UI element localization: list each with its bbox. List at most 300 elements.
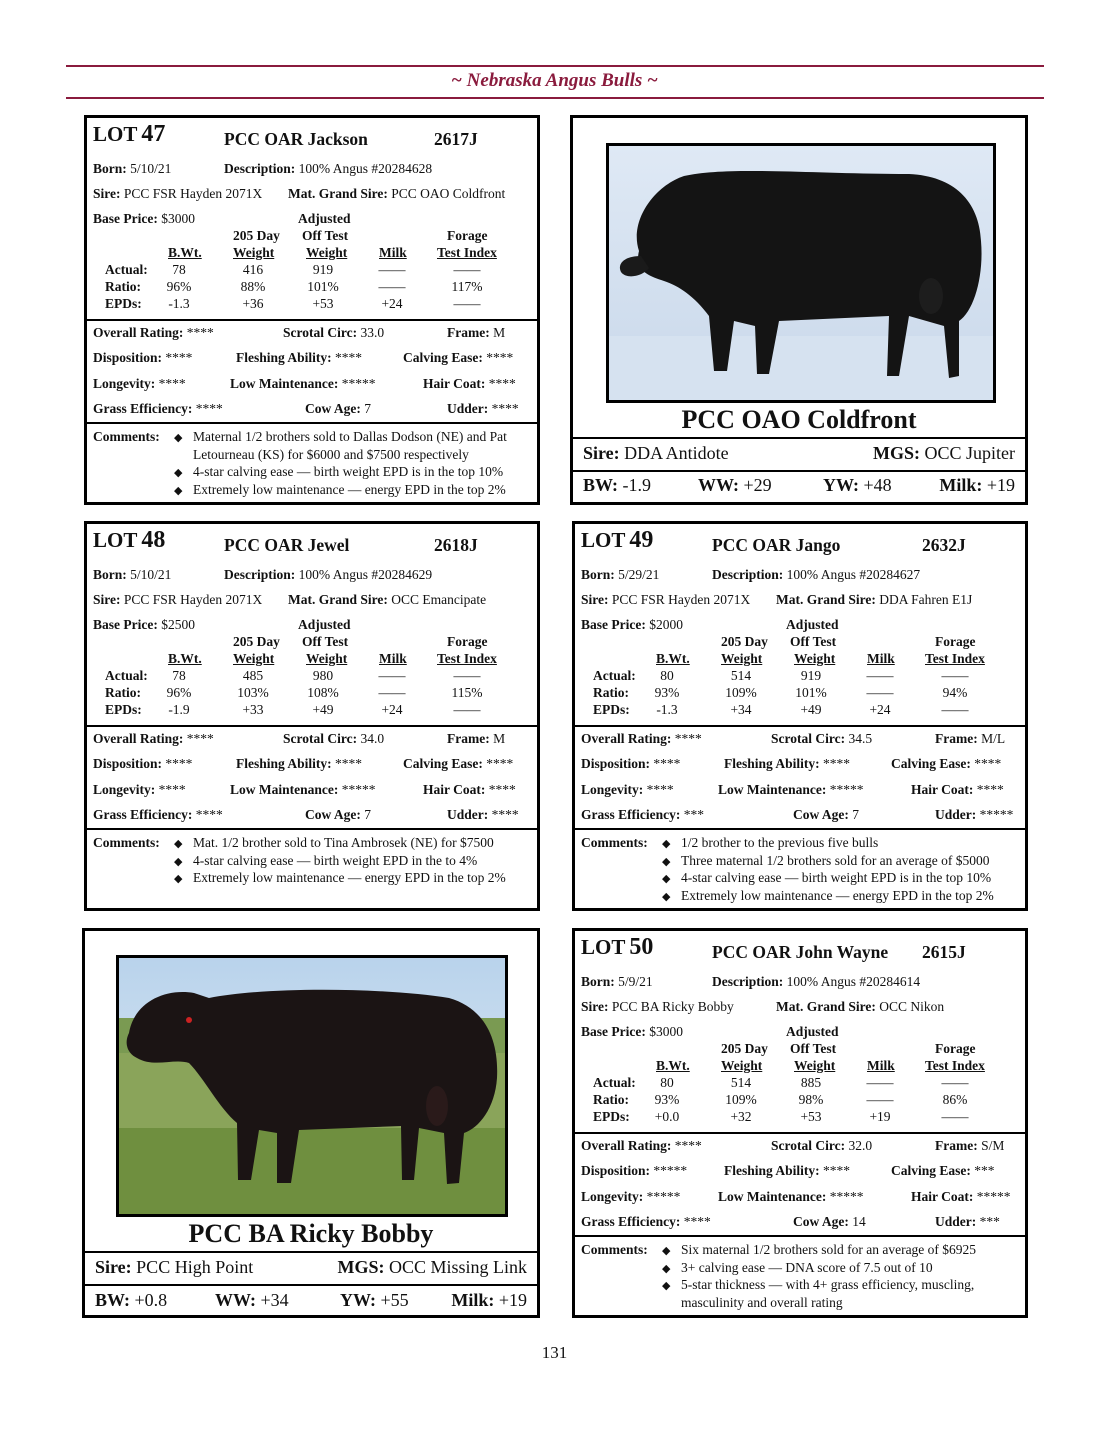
mat-grand-sire xyxy=(776,592,972,608)
low-maintenance-label: Low Maintenance: xyxy=(230,782,339,797)
fleshing-ability-value: **** xyxy=(823,756,851,771)
bull-name: PCC OAR Jewel xyxy=(224,535,350,555)
cell-epds: —— xyxy=(941,1109,969,1124)
lot-card-50 xyxy=(572,928,1028,1318)
cell-epds: —— xyxy=(941,702,969,717)
disposition xyxy=(93,350,192,366)
hdr-milk: Milk xyxy=(867,651,895,666)
comment-line: Extremely low maintenance — energy EPD in the top 2% xyxy=(193,481,506,497)
mat-grand-sire xyxy=(288,186,505,202)
lot-number-value: 50 xyxy=(629,934,654,960)
bullet-diamond-icon: ◆ xyxy=(662,1280,671,1292)
scrotal-circ-label: Scrotal Circ: xyxy=(771,731,846,746)
photo-sire: Sire: PCC High Point xyxy=(95,1257,254,1277)
overall-rating-label: Overall Rating: xyxy=(581,1138,672,1153)
bull-tag: 2617J xyxy=(434,129,478,149)
photo-bull-name: PCC BA Ricky Bobby xyxy=(188,1219,434,1248)
base-price-value: $3000 xyxy=(161,211,195,226)
scrotal-circ-label: Scrotal Circ: xyxy=(283,731,358,746)
udder-value: **** xyxy=(491,807,519,822)
header-top-rule xyxy=(66,65,1044,67)
cell-ratio: —— xyxy=(866,685,894,700)
cell-ratio: —— xyxy=(866,1092,894,1107)
bullet-diamond-icon: ◆ xyxy=(662,873,671,885)
fleshing-ability-label: Fleshing Ability: xyxy=(236,756,332,771)
cell-epds: +53 xyxy=(312,296,334,311)
hdr-test-index: Test Index xyxy=(437,245,497,260)
bull-photo-coldfront xyxy=(606,143,996,403)
comments-label: Comments: xyxy=(581,1242,648,1257)
cell-actual: —— xyxy=(453,668,481,683)
photo-milk: Milk: +19 xyxy=(451,1290,527,1310)
disposition-label: Disposition: xyxy=(581,756,651,771)
overall-rating-label: Overall Rating: xyxy=(93,731,184,746)
udder xyxy=(447,807,519,823)
row-label-actual: Actual: xyxy=(593,1075,636,1090)
cow-age-value: 14 xyxy=(852,1214,866,1229)
hdr-forage: Forage xyxy=(447,634,488,649)
sire-value: PCC FSR Hayden 2071X xyxy=(611,592,751,607)
description-value: 100% Angus #20284627 xyxy=(786,567,921,582)
header-bottom-rule xyxy=(66,97,1044,99)
longevity xyxy=(93,376,186,392)
fleshing-ability-value: **** xyxy=(823,1163,851,1178)
cow-age xyxy=(793,807,859,823)
cell-ratio: 101% xyxy=(307,279,339,294)
sire xyxy=(93,186,262,202)
comments-label: Comments: xyxy=(93,835,160,850)
low-maintenance-value: ***** xyxy=(829,1189,864,1204)
bull-name: PCC OAR Jango xyxy=(712,535,841,555)
hdr-205day: 205 Day xyxy=(233,228,280,243)
calving-ease-label: Calving Ease: xyxy=(891,1163,971,1178)
cell-epds: +24 xyxy=(869,702,891,717)
scrotal-circ-label: Scrotal Circ: xyxy=(771,1138,846,1153)
cell-ratio: —— xyxy=(378,685,406,700)
description xyxy=(224,567,432,583)
sire xyxy=(581,592,750,608)
divider xyxy=(87,319,537,321)
hdr-milk: Milk xyxy=(379,245,407,260)
frame xyxy=(447,731,505,747)
cell-actual: —— xyxy=(866,668,894,683)
comment-line: Six maternal 1/2 brothers sold for an average of $6925 xyxy=(681,1242,977,1257)
base-price-label: Base Price: xyxy=(93,211,158,226)
hdr-weight2: Weight xyxy=(794,651,836,666)
hdr-weight2: Weight xyxy=(306,651,348,666)
hair-coat-value: **** xyxy=(976,782,1004,797)
cell-actual: —— xyxy=(941,1075,969,1090)
disposition xyxy=(581,1163,687,1179)
comment-line: 4-star calving ease — birth weight EPD is in the top 10% xyxy=(193,464,504,479)
low-maintenance-label: Low Maintenance: xyxy=(718,1189,827,1204)
bullet-diamond-icon: ◆ xyxy=(662,838,671,850)
divider xyxy=(575,828,1025,830)
hdr-weight: Weight xyxy=(233,651,275,666)
disposition-value: **** xyxy=(165,756,193,771)
calving-ease-label: Calving Ease: xyxy=(403,756,483,771)
grass-efficiency-label: Grass Efficiency: xyxy=(93,401,193,416)
udder-label: Udder: xyxy=(935,807,977,822)
comment-line: Maternal 1/2 brothers sold to Dallas Dodson (NE) and Pat xyxy=(193,429,507,444)
cow-age xyxy=(305,807,371,823)
calving-ease xyxy=(403,756,513,772)
photo-yw: YW: +55 xyxy=(340,1290,409,1310)
divider xyxy=(575,1235,1025,1237)
overall-rating-value: **** xyxy=(186,325,214,340)
cell-actual: 80 xyxy=(660,668,674,683)
comment-line: Three maternal 1/2 brothers sold for an average of $5000 xyxy=(681,852,990,868)
comment-line: Mat. 1/2 brother sold to Tina Ambrosek (NE) for $7500 xyxy=(193,835,494,850)
hair-coat-label: Hair Coat: xyxy=(423,376,486,391)
udder-label: Udder: xyxy=(935,1214,977,1229)
born xyxy=(581,567,659,583)
low-maintenance xyxy=(230,376,376,392)
hdr-adjusted: Adjusted xyxy=(298,617,351,632)
comment-line: Letourneau (KS) for $6000 and $7500 respectively xyxy=(193,446,469,462)
born-value: 5/10/21 xyxy=(130,161,172,176)
divider xyxy=(87,422,537,424)
sire-value: PCC BA Ricky Bobby xyxy=(611,999,734,1014)
bullet-diamond-icon: ◆ xyxy=(662,855,671,868)
grass-efficiency xyxy=(93,401,223,417)
base-price-value: $2000 xyxy=(649,617,683,632)
description-label: Description: xyxy=(224,161,296,176)
sire-label: Sire: xyxy=(93,186,121,201)
comment-line: masculinity and overall rating xyxy=(681,1294,843,1310)
cell-epds: +34 xyxy=(730,702,752,717)
cell-actual: 78 xyxy=(172,262,186,277)
bullet-diamond-icon: ◆ xyxy=(174,873,183,885)
grass-efficiency xyxy=(581,1214,711,1230)
cell-ratio: 108% xyxy=(307,685,339,700)
cow-age xyxy=(793,1214,866,1230)
udder-value: *** xyxy=(979,1214,1000,1229)
cell-ratio: —— xyxy=(378,279,406,294)
hdr-weight: Weight xyxy=(233,245,275,260)
low-maintenance xyxy=(230,782,376,798)
page-header-title: ~ Nebraska Angus Bulls ~ xyxy=(451,70,658,91)
overall-rating-label: Overall Rating: xyxy=(581,731,672,746)
cell-ratio: 96% xyxy=(166,685,192,700)
comment-line: Extremely low maintenance — energy EPD in the top 2% xyxy=(681,887,994,903)
cow-age-value: 7 xyxy=(364,401,371,416)
cell-ratio: 86% xyxy=(942,1092,968,1107)
hair-coat xyxy=(423,376,516,392)
comments-label: Comments: xyxy=(581,835,648,850)
cell-actual: 980 xyxy=(312,668,334,683)
hdr-offtest: Off Test xyxy=(302,634,349,649)
disposition-value: **** xyxy=(653,756,681,771)
divider xyxy=(573,437,1025,439)
hdr-test-index: Test Index xyxy=(925,651,985,666)
hdr-bwt: B.Wt. xyxy=(168,245,202,260)
hair-coat xyxy=(423,782,516,798)
overall-rating xyxy=(581,731,702,747)
cell-epds: +24 xyxy=(381,702,403,717)
bullet-diamond-icon: ◆ xyxy=(174,855,183,868)
low-maintenance-label: Low Maintenance: xyxy=(718,782,827,797)
description-label: Description: xyxy=(712,567,784,582)
fleshing-ability xyxy=(724,1163,850,1179)
row-label-ratio: Ratio: xyxy=(593,685,629,700)
bullet-diamond-icon: ◆ xyxy=(174,484,183,497)
born-label: Born: xyxy=(93,567,127,582)
cow-age-label: Cow Age: xyxy=(305,401,361,416)
lot-number xyxy=(581,934,653,961)
cell-epds: +19 xyxy=(869,1109,891,1124)
udder-label: Udder: xyxy=(447,807,489,822)
udder-value: **** xyxy=(491,401,519,416)
scrotal-circ xyxy=(283,325,384,341)
bullet-diamond-icon: ◆ xyxy=(174,432,183,444)
hair-coat-value: ***** xyxy=(976,1189,1011,1204)
overall-rating-value: **** xyxy=(186,731,214,746)
description-label: Description: xyxy=(224,567,296,582)
scrotal-circ-value: 32.0 xyxy=(848,1138,873,1153)
disposition xyxy=(581,756,680,772)
grass-efficiency-value: **** xyxy=(683,1214,711,1229)
udder xyxy=(447,401,519,417)
comment-line: 3+ calving ease — DNA score of 7.5 out of 10 xyxy=(681,1259,933,1275)
hdr-205day: 205 Day xyxy=(233,634,280,649)
scrotal-circ-label: Scrotal Circ: xyxy=(283,325,358,340)
mat-grand-sire-value: OCC Nikon xyxy=(879,999,945,1014)
cell-actual: —— xyxy=(378,668,406,683)
low-maintenance xyxy=(718,1189,864,1205)
hdr-bwt: B.Wt. xyxy=(656,651,690,666)
cell-actual: 919 xyxy=(800,668,822,683)
longevity-label: Longevity: xyxy=(581,1189,644,1204)
frame-label: Frame: xyxy=(935,1138,978,1153)
description-value: 100% Angus #20284629 xyxy=(298,567,433,582)
cell-actual: 80 xyxy=(660,1075,674,1090)
hdr-weight: Weight xyxy=(721,651,763,666)
bullet-diamond-icon: ◆ xyxy=(174,838,183,850)
comment-line: 4-star calving ease — birth weight EPD in the to 4% xyxy=(193,852,478,868)
born xyxy=(93,567,171,583)
grass-efficiency-label: Grass Efficiency: xyxy=(581,1214,681,1229)
cow-age-label: Cow Age: xyxy=(793,807,849,822)
cell-actual: 514 xyxy=(730,668,752,683)
base-price xyxy=(581,617,683,633)
born-value: 5/29/21 xyxy=(618,567,660,582)
hdr-adjusted: Adjusted xyxy=(786,1024,839,1039)
cell-actual: 514 xyxy=(730,1075,752,1090)
row-label-actual: Actual: xyxy=(105,262,148,277)
lot-word: LOT xyxy=(581,528,626,552)
frame-value: M/L xyxy=(981,731,1006,746)
base-price xyxy=(581,1024,683,1040)
cell-epds: +49 xyxy=(800,702,822,717)
cell-epds: -1.9 xyxy=(168,702,190,717)
lot-number-value: 49 xyxy=(629,527,654,553)
divider xyxy=(575,1132,1025,1134)
cell-ratio: 98% xyxy=(798,1092,824,1107)
mat-grand-sire-label: Mat. Grand Sire: xyxy=(776,999,876,1014)
cow-age xyxy=(305,401,371,417)
photo-ww: WW: +29 xyxy=(698,475,772,495)
bullet-diamond-icon: ◆ xyxy=(662,890,671,903)
sire-label: Sire: xyxy=(581,592,609,607)
sire-value: PCC FSR Hayden 2071X xyxy=(123,186,263,201)
hdr-forage: Forage xyxy=(447,228,488,243)
hdr-milk: Milk xyxy=(867,1058,895,1073)
grass-efficiency-label: Grass Efficiency: xyxy=(93,807,193,822)
frame xyxy=(935,1138,1004,1154)
lot-word: LOT xyxy=(581,935,626,959)
photo-bw: BW: -1.9 xyxy=(583,475,652,495)
longevity-value: **** xyxy=(158,782,186,797)
overall-rating xyxy=(93,325,214,341)
fleshing-ability-label: Fleshing Ability: xyxy=(724,756,820,771)
disposition-label: Disposition: xyxy=(93,756,163,771)
hdr-offtest: Off Test xyxy=(790,1041,837,1056)
born xyxy=(93,161,171,177)
cell-epds: -1.3 xyxy=(656,702,678,717)
cell-ratio: 101% xyxy=(795,685,827,700)
hdr-weight2: Weight xyxy=(794,1058,836,1073)
scrotal-circ xyxy=(771,1138,872,1154)
cell-actual: —— xyxy=(378,262,406,277)
born-label: Born: xyxy=(581,974,615,989)
description-value: 100% Angus #20284628 xyxy=(298,161,433,176)
bull-tag: 2615J xyxy=(922,942,966,962)
cow-age-value: 7 xyxy=(852,807,859,822)
hdr-weight2: Weight xyxy=(306,245,348,260)
hair-coat xyxy=(911,1189,1011,1205)
row-label-ratio: Ratio: xyxy=(105,685,141,700)
longevity xyxy=(93,782,186,798)
grass-efficiency-value: **** xyxy=(195,807,223,822)
longevity-value: **** xyxy=(646,782,674,797)
row-label-epds: EPDs: xyxy=(105,702,142,717)
lot-card-47 xyxy=(84,115,540,505)
overall-rating-value: **** xyxy=(674,1138,702,1153)
comment-line: 5-star thickness — with 4+ grass efficiency, muscling, xyxy=(681,1277,975,1292)
cell-ratio: 96% xyxy=(166,279,192,294)
row-label-epds: EPDs: xyxy=(593,1109,630,1124)
cell-actual: 78 xyxy=(172,668,186,683)
udder-label: Udder: xyxy=(447,401,489,416)
cell-actual: —— xyxy=(866,1075,894,1090)
comments-label: Comments: xyxy=(93,429,160,444)
cell-epds: +33 xyxy=(242,702,264,717)
grass-efficiency xyxy=(93,807,223,823)
photo-ww: WW: +34 xyxy=(215,1290,289,1310)
row-label-epds: EPDs: xyxy=(593,702,630,717)
cell-actual: 919 xyxy=(312,262,334,277)
born-label: Born: xyxy=(581,567,615,582)
scrotal-circ-value: 34.5 xyxy=(848,731,873,746)
low-maintenance-label: Low Maintenance: xyxy=(230,376,339,391)
calving-ease-label: Calving Ease: xyxy=(403,350,483,365)
grass-efficiency-value: *** xyxy=(683,807,704,822)
base-price-label: Base Price: xyxy=(581,1024,646,1039)
fleshing-ability xyxy=(724,756,850,772)
fleshing-ability xyxy=(236,350,362,366)
hdr-205day: 205 Day xyxy=(721,1041,768,1056)
mat-grand-sire-value: DDA Fahren E1J xyxy=(879,592,973,607)
calving-ease-value: *** xyxy=(974,1163,995,1178)
photo-bw: BW: +0.8 xyxy=(95,1290,168,1310)
longevity xyxy=(581,1189,680,1205)
scrotal-circ-value: 34.0 xyxy=(360,731,385,746)
cell-ratio: 93% xyxy=(654,1092,680,1107)
photo-mgs: MGS: OCC Jupiter xyxy=(872,443,1015,463)
scrotal-circ xyxy=(283,731,384,747)
longevity-label: Longevity: xyxy=(93,376,156,391)
cell-epds: +49 xyxy=(312,702,334,717)
grass-efficiency-value: **** xyxy=(195,401,223,416)
comment-line: 4-star calving ease — birth weight EPD is in the top 10% xyxy=(681,870,992,885)
born xyxy=(581,974,653,990)
divider xyxy=(85,1251,537,1253)
frame xyxy=(447,325,505,341)
bullet-diamond-icon: ◆ xyxy=(662,1245,671,1257)
lot-number xyxy=(581,527,653,554)
cow-age-label: Cow Age: xyxy=(305,807,361,822)
lot-word: LOT xyxy=(93,122,138,146)
hdr-forage: Forage xyxy=(935,1041,976,1056)
mat-grand-sire xyxy=(776,999,944,1015)
mat-grand-sire-label: Mat. Grand Sire: xyxy=(288,186,388,201)
hair-coat-label: Hair Coat: xyxy=(423,782,486,797)
hdr-offtest: Off Test xyxy=(790,634,837,649)
udder xyxy=(935,807,1013,823)
hair-coat-value: **** xyxy=(488,782,516,797)
divider xyxy=(575,725,1025,727)
frame-label: Frame: xyxy=(447,731,490,746)
row-label-actual: Actual: xyxy=(593,668,636,683)
photo-card-ricky-bobby xyxy=(82,928,540,1318)
sire-label: Sire: xyxy=(581,999,609,1014)
base-price-label: Base Price: xyxy=(581,617,646,632)
cell-ratio: 117% xyxy=(451,279,483,294)
fleshing-ability-label: Fleshing Ability: xyxy=(724,1163,820,1178)
row-label-actual: Actual: xyxy=(105,668,148,683)
row-label-ratio: Ratio: xyxy=(593,1092,629,1107)
cell-epds: +53 xyxy=(800,1109,822,1124)
lot-number-value: 47 xyxy=(141,121,166,147)
cell-actual: —— xyxy=(941,668,969,683)
hair-coat-value: **** xyxy=(488,376,516,391)
photo-mgs: MGS: OCC Missing Link xyxy=(337,1257,527,1277)
photo-milk: Milk: +19 xyxy=(939,475,1015,495)
hdr-adjusted: Adjusted xyxy=(298,211,351,226)
hdr-bwt: B.Wt. xyxy=(168,651,202,666)
calving-ease xyxy=(403,350,513,366)
fleshing-ability-value: **** xyxy=(335,756,363,771)
sire xyxy=(581,999,734,1015)
bull-tag: 2618J xyxy=(434,535,478,555)
longevity xyxy=(581,782,674,798)
cell-ratio: 109% xyxy=(725,685,757,700)
cow-age-label: Cow Age: xyxy=(793,1214,849,1229)
cell-ratio: 94% xyxy=(942,685,968,700)
base-price xyxy=(93,617,195,633)
scrotal-circ-value: 33.0 xyxy=(360,325,385,340)
hdr-milk: Milk xyxy=(379,651,407,666)
comment-line: 1/2 brother to the previous five bulls xyxy=(681,835,879,850)
overall-rating-value: **** xyxy=(674,731,702,746)
calving-ease-value: **** xyxy=(486,350,514,365)
low-maintenance-value: ***** xyxy=(829,782,864,797)
cell-actual: 485 xyxy=(242,668,264,683)
mat-grand-sire-value: PCC OAO Coldfront xyxy=(391,186,506,201)
calving-ease-value: **** xyxy=(486,756,514,771)
divider xyxy=(87,828,537,830)
